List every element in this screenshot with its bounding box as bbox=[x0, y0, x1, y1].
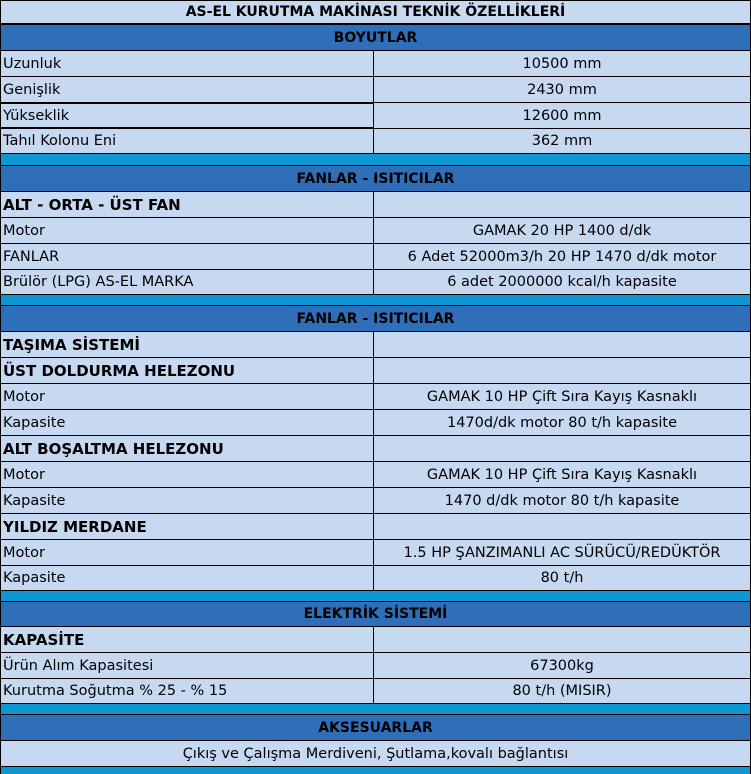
label-cell[interactable]: Kapasite bbox=[0, 488, 374, 513]
table-row[interactable] bbox=[0, 679, 751, 704]
section-header-label: FANLAR - ISITICILAR bbox=[296, 310, 455, 327]
section-separator bbox=[0, 704, 751, 714]
table-row[interactable] bbox=[0, 270, 751, 295]
label-cell-selected[interactable]: Yükseklik bbox=[0, 103, 374, 128]
value-cell[interactable] bbox=[374, 358, 751, 383]
section-separator bbox=[0, 295, 751, 305]
subheading-cell[interactable]: TAŞIMA SİSTEMİ bbox=[0, 332, 374, 357]
table-row[interactable] bbox=[0, 332, 751, 358]
table-row[interactable] bbox=[0, 540, 751, 566]
value-cell[interactable]: 1.5 HP ŞANZIMANLI AC SÜRÜCÜ/REDÜKTÖR bbox=[374, 540, 751, 565]
label-cell[interactable]: Tahıl Kolonu Eni bbox=[0, 129, 374, 153]
value-cell[interactable]: 80 t/h bbox=[374, 566, 751, 590]
value-cell[interactable]: 1470 d/dk motor 80 t/h kapasite bbox=[374, 488, 751, 513]
section-header-boyutlar[interactable] bbox=[0, 24, 751, 51]
section-header-fanlar-2[interactable] bbox=[0, 305, 751, 332]
value-cell[interactable]: 362 mm bbox=[374, 129, 751, 153]
value-cell[interactable]: 6 adet 2000000 kcal/h kapasite bbox=[374, 270, 751, 294]
value-cell[interactable]: GAMAK 20 HP 1400 d/dk bbox=[374, 218, 751, 243]
section-header-label: AKSESUARLAR bbox=[318, 719, 433, 736]
value-cell[interactable]: 67300kg bbox=[374, 653, 751, 678]
table-row[interactable] bbox=[0, 410, 751, 436]
table-row[interactable] bbox=[0, 514, 751, 540]
table-row[interactable] bbox=[0, 218, 751, 244]
value-cell[interactable] bbox=[374, 192, 751, 217]
value-cell[interactable]: 1470d/dk motor 80 t/h kapasite bbox=[374, 410, 751, 435]
section-separator bbox=[0, 154, 751, 165]
subheading-cell[interactable]: YILDIZ MERDANE bbox=[0, 514, 374, 539]
subheading-cell[interactable]: ÜST DOLDURMA HELEZONU bbox=[0, 358, 374, 383]
table-row[interactable] bbox=[0, 358, 751, 384]
accessories-row[interactable] bbox=[0, 741, 751, 767]
label-cell[interactable]: Genişlik bbox=[0, 77, 374, 102]
label-cell[interactable]: Motor bbox=[0, 218, 374, 243]
section-separator bbox=[0, 767, 751, 774]
value-cell[interactable]: 12600 mm bbox=[374, 103, 751, 128]
label-cell[interactable]: Kurutma Soğutma % 25 - % 15 bbox=[0, 679, 374, 703]
value-cell[interactable]: 2430 mm bbox=[374, 77, 751, 102]
table-row[interactable] bbox=[0, 462, 751, 488]
label-cell[interactable]: FANLAR bbox=[0, 244, 374, 269]
sheet-title-text: AS-EL KURUTMA MAKİNASI TEKNİK ÖZELLİKLERİ bbox=[185, 4, 566, 20]
table-row[interactable] bbox=[0, 51, 751, 77]
label-cell[interactable]: Motor bbox=[0, 384, 374, 409]
table-row[interactable] bbox=[0, 566, 751, 591]
table-row[interactable] bbox=[0, 384, 751, 410]
section-header-label: ELEKTRİK SİSTEMİ bbox=[303, 606, 448, 622]
label-cell[interactable]: Ürün Alım Kapasitesi bbox=[0, 653, 374, 678]
table-row[interactable] bbox=[0, 436, 751, 462]
value-cell[interactable]: GAMAK 10 HP Çift Sıra Kayış Kasnaklı bbox=[374, 384, 751, 409]
value-cell[interactable]: 6 Adet 52000m3/h 20 HP 1470 d/dk motor bbox=[374, 244, 751, 269]
section-separator bbox=[0, 591, 751, 601]
value-cell[interactable]: GAMAK 10 HP Çift Sıra Kayış Kasnaklı bbox=[374, 462, 751, 487]
value-cell[interactable] bbox=[374, 436, 751, 461]
subheading-cell[interactable]: KAPASİTE bbox=[0, 627, 374, 652]
table-row[interactable] bbox=[0, 627, 751, 653]
label-cell[interactable]: Kapasite bbox=[0, 566, 374, 590]
section-header-aksesuarlar[interactable] bbox=[0, 714, 751, 741]
value-cell[interactable] bbox=[374, 627, 751, 652]
table-row[interactable] bbox=[0, 77, 751, 103]
label-cell[interactable]: Uzunluk bbox=[0, 51, 374, 76]
value-cell[interactable] bbox=[374, 332, 751, 357]
table-row[interactable] bbox=[0, 192, 751, 218]
section-header-label: FANLAR - ISITICILAR bbox=[296, 170, 455, 187]
value-cell[interactable] bbox=[374, 514, 751, 539]
accessories-text: Çıkış ve Çalışma Merdiveni, Şutlama,kovalı bağlantısı bbox=[182, 745, 569, 762]
sheet-title[interactable] bbox=[0, 0, 751, 24]
value-cell[interactable]: 10500 mm bbox=[374, 51, 751, 76]
section-header-elektrik[interactable] bbox=[0, 601, 751, 627]
section-header-fanlar[interactable] bbox=[0, 165, 751, 192]
table-row[interactable] bbox=[0, 244, 751, 270]
label-cell[interactable]: Motor bbox=[0, 540, 374, 565]
table-row[interactable] bbox=[0, 653, 751, 679]
label-cell[interactable]: Motor bbox=[0, 462, 374, 487]
table-row[interactable] bbox=[0, 488, 751, 514]
subheading-cell[interactable]: ALT - ORTA - ÜST FAN bbox=[0, 192, 374, 217]
label-cell[interactable]: Kapasite bbox=[0, 410, 374, 435]
value-cell[interactable]: 80 t/h (MISIR) bbox=[374, 679, 751, 703]
label-cell[interactable]: Brülör (LPG) AS-EL MARKA bbox=[0, 270, 374, 294]
table-row[interactable] bbox=[0, 103, 751, 129]
table-row[interactable] bbox=[0, 129, 751, 154]
subheading-cell[interactable]: ALT BOŞALTMA HELEZONU bbox=[0, 436, 374, 461]
section-header-label: BOYUTLAR bbox=[333, 29, 418, 46]
